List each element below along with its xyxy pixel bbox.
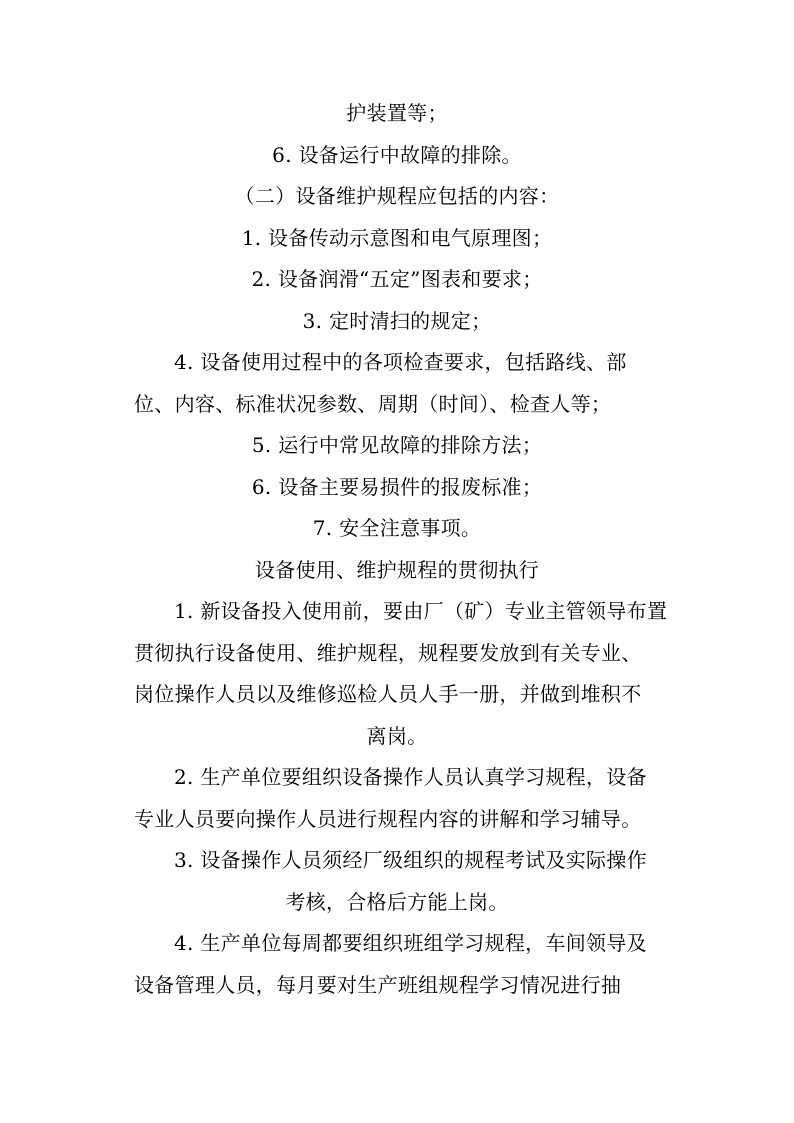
text-line: 1. 设备传动示意图和电气原理图；: [241, 225, 553, 250]
text-line: 离岗。: [366, 723, 428, 748]
text-line: 岗位操作人员以及维修巡检人员人手一册，并做到堆积不: [134, 682, 642, 706]
text-line: 贯彻执行设备使用、维护规程，规程要发放到有关专业、: [134, 640, 642, 665]
text-line: 护装置等；: [346, 101, 448, 125]
text-line: 3. 定时清扫的规定；: [302, 308, 492, 333]
text-line: 4. 生产单位每周都要组织班组学习规程，车间领导及: [174, 931, 647, 955]
text-line: 3. 设备操作人员须经厂级组织的规程考试及实际操作: [174, 848, 647, 872]
text-line: 专业人员要向操作人员进行规程内容的讲解和学习辅导。: [134, 806, 642, 831]
text-line: 2. 生产单位要组织设备操作人员认真学习规程，设备: [174, 765, 647, 789]
text-line: 4. 设备使用过程中的各项检查要求，包括路线、部: [174, 350, 627, 374]
section-heading: 设备使用、维护规程的贯彻执行: [254, 557, 540, 582]
text-line: 位、内容、标准状况参数、周期（时间）、检查人等；: [134, 391, 612, 416]
text-line: 7. 安全注意事项。: [312, 516, 482, 540]
text-line: 6. 设备运行中故障的排除。: [272, 142, 522, 167]
text-line: 2. 设备润滑“五定”图表和要求；: [251, 267, 543, 291]
text-line: 1. 新设备投入使用前，要由厂（矿）专业主管领导布置: [174, 599, 668, 623]
section-heading: （二）设备维护规程应包括的内容：: [234, 184, 560, 208]
text-line: 设备管理人员，每月要对生产班组规程学习情况进行抽: [134, 972, 622, 997]
text-line: 6. 设备主要易损件的报废标准；: [251, 474, 543, 499]
text-line: 5. 运行中常见故障的排除方法；: [251, 433, 543, 457]
text-line: 考核，合格后方能上岗。: [285, 889, 509, 914]
document-body: [134, 93, 668, 1006]
